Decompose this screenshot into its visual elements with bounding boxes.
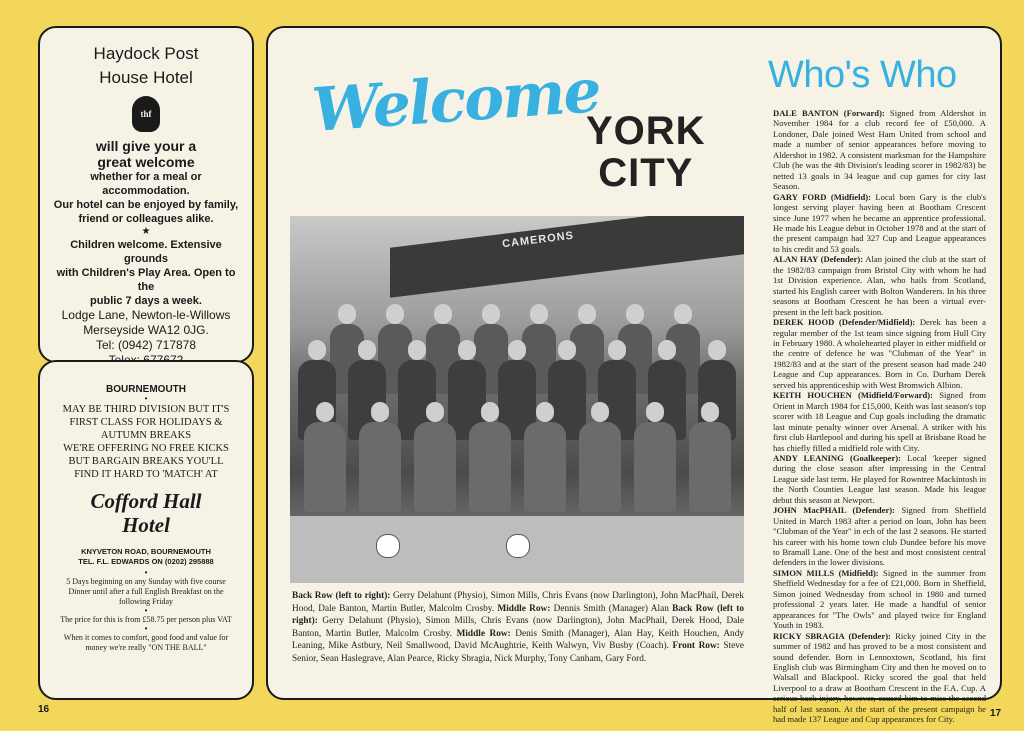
hotel-name-line1: Cofford Hall	[90, 489, 202, 513]
player-head	[308, 340, 326, 360]
caption-front-label: Front Row:	[668, 641, 720, 652]
haydock-children-line: Children welcome. Extensive grounds	[70, 239, 222, 265]
price-line: The price for this is from £58.75 per person plus VAT	[60, 615, 232, 624]
bournemouth-title: BOURNEMOUTH	[106, 384, 186, 395]
player-head	[508, 340, 526, 360]
profile-name: DALE BANTON (Forward):	[773, 108, 885, 118]
caption-back-text: Gerry Delahunt (Physio), Simon Mills, Chris Evans (now Darlington), John MacPhail, Derek Hood, Dale Banton, Martin Butler, Malcolm Crosby.	[292, 616, 744, 639]
bournemouth-phone: TEL. F.L. EDWARDS ON (0202) 295888	[78, 557, 214, 566]
profile-name: ALAN HAY (Defender):	[773, 254, 864, 265]
stand-sign: CAMERONS	[501, 229, 575, 251]
player-head	[708, 340, 726, 360]
club-name	[586, 110, 706, 194]
bullet-icon: •	[144, 394, 148, 403]
whos-who-list	[773, 108, 986, 725]
player-head	[408, 340, 426, 360]
profile-text: Alan joined the club at the start of the 1982/83 campaign from Bristol City with whom he had 1st Division experience. Alan, who hails from Scotland, started his English career with Bolton Wanderers. In his three seasons at Bootham Crescent he has been a virtual ever-present in the left back position.	[773, 254, 986, 317]
player-head	[316, 402, 334, 422]
caption-middle-text: Denis Smith (Manager), Alan Hay, Keith Houchen, Andy Leaning, Mike Astbury, Neil Smallwood, David McAughtrie, Keith Walwyn, Viv Busby (Coach).	[292, 628, 744, 652]
player-head	[646, 402, 664, 422]
player-profile	[773, 568, 986, 631]
offer-line: 5 Days beginning on any Sunday with five course	[66, 577, 226, 586]
profile-text: Signed from Sheffield United in March 1983 after a period on loan, John has been "Clubman of the Year" in ech of the last 2 seasons. He started his career with his home town club Dundee before his move to Bramall Lane. One of the best and most consistent central defenders in the lower divisions.	[773, 505, 986, 568]
profile-text: Local born Gary is the club's longest serving player having been at Bootham Crescent since June 1977 when he became an apprentice professional. He made his League debut in October 1978 and at the start of the present campaign had 327 Cup and League appearances to his credit and 53 goals.	[773, 191, 987, 254]
player-profile	[773, 631, 986, 725]
player-profile	[773, 192, 986, 255]
player-head	[591, 402, 609, 422]
player-head	[386, 304, 404, 324]
player-profile	[773, 390, 986, 453]
haydock-title-line2: House Hotel	[99, 68, 193, 87]
photo-caption	[292, 590, 744, 666]
haydock-title-line1: Haydock Post	[93, 44, 199, 63]
profile-text: Signed from Aldershot in November 1984 for a club record fee of £50,000. A Londoner, Dale joined West Ham United from school and made a number of senior appearances before moving to Aldershot in 1982. A consistent marksman for the Hampshire Club (he was the 4th Division's leading scorer in 1982/83) he netted 13 goals in 34 league and cup games for city last Season.	[773, 108, 986, 192]
haydock-address-line: Merseyside WA12 0JG.	[83, 323, 209, 337]
team-photo	[290, 216, 744, 583]
profile-name: GARY FORD (Midfield):	[773, 191, 871, 202]
haydock-address-line: Lodge Lane, Newton-le-Willows	[61, 308, 231, 322]
haydock-body-line: whether for a meal or accommodation.	[90, 171, 202, 197]
bullet-icon: •	[144, 568, 148, 577]
player-head	[338, 304, 356, 324]
stand-roof	[390, 216, 744, 298]
player-profile	[773, 108, 986, 192]
bournemouth-body-line: FIND IT HARD TO 'MATCH' AT	[74, 469, 218, 480]
player-head	[371, 402, 389, 422]
haydock-hotel-ad	[38, 26, 254, 363]
football-icon	[376, 534, 400, 558]
offer-line: Dinner until after a full English Breakfast on the	[68, 587, 224, 596]
bournemouth-body-line: AUTUMN BREAKS	[100, 430, 192, 441]
caption-back-label: Back Row (left to right):	[292, 591, 391, 601]
profile-text: Signed from Orient in March 1984 for £15,000, Keith was last season's top scorer with 18 League and Cup goals including the dramatic last minute penalty winner over Arsenal. A striker with his first club Hartlepool and during his spell at Brisbane Road he has chiefly filled a midfield role with City.	[773, 390, 987, 453]
comfort-line: money we're really "ON THE BALL"	[85, 643, 207, 652]
player-head	[434, 304, 452, 324]
player-head	[536, 402, 554, 422]
bournemouth-body-line: WE'RE OFFERING NO FREE KICKS	[63, 443, 229, 454]
bournemouth-body-line: FIRST CLASS FOR HOLIDAYS &	[69, 417, 223, 428]
bournemouth-body-line: MAY BE THIRD DIVISION BUT IT'S	[62, 404, 230, 415]
hotel-name-line2: Hotel	[122, 513, 170, 537]
player-profile	[773, 254, 986, 317]
player-figure	[359, 422, 401, 512]
profile-name: ANDY LEANING (Goalkeeper):	[773, 452, 902, 463]
player-profile	[773, 317, 986, 390]
player-head	[608, 340, 626, 360]
haydock-headline-line1: will give your a	[95, 138, 197, 154]
bullet-icon: •	[144, 606, 148, 615]
player-head	[426, 402, 444, 422]
offer-line: following Friday	[119, 597, 173, 606]
club-name-line2: CITY	[598, 151, 694, 195]
player-figure	[634, 422, 676, 512]
player-head	[558, 340, 576, 360]
player-figure	[689, 422, 731, 512]
haydock-headline-line2: great welcome	[97, 154, 195, 170]
club-name-line1: YORK	[586, 109, 706, 153]
football-icon	[506, 534, 530, 558]
haydock-children-line: public 7 days a week.	[90, 295, 202, 307]
player-head	[481, 402, 499, 422]
player-profile	[773, 453, 986, 505]
player-head	[482, 304, 500, 324]
haydock-phone: Tel: (0942) 717878	[95, 338, 197, 352]
caption-back-label: Back Row (left to right):	[292, 603, 745, 627]
profile-text: Local 'keeper signed during the close season after impressing in the Central League side last term. He played for Rowntree Mackintosh in the North Counties League last season. Made his league debut this season at Newport.	[773, 452, 986, 505]
profile-name: JOHN MacPHAIL (Defender):	[773, 505, 896, 516]
caption-middle-text: Dennis Smith (Manager) Alan	[550, 603, 669, 614]
thf-logo-icon: thf	[132, 96, 160, 132]
star-icon: ★	[141, 226, 151, 237]
caption-back-text: Gerry Delahunt (Physio), Simon Mills, Chris Evans (now Darlington), John MacPhail, Derek Hood, Dale Banton, Martin Butler, Malcolm Crosby.	[292, 591, 745, 614]
profile-name: DEREK HOOD (Defender/Midfield):	[773, 317, 916, 328]
player-head	[458, 340, 476, 360]
player-head	[530, 304, 548, 324]
profile-text: Derek has been a regular member of the 1st team since signing from Hull City in February 1980. A wholehearted player in either midfield or the centre of defence he was "Clubman of the Year" in 1982/83 and at the start of the present season had made 240 League and Cup appearances. Born in Co. Durham Derek served his apprenticeship with West Bromwich Albion.	[773, 317, 986, 390]
haydock-body-line: Our hotel can be enjoyed by family,	[53, 199, 239, 211]
bournemouth-hotel-ad	[38, 360, 254, 700]
player-head	[626, 304, 644, 324]
page-number-right: 17	[990, 708, 1002, 719]
profile-name: KEITH HOUCHEN (Midfield/Forward):	[773, 390, 933, 401]
whos-who-title: Who's Who	[768, 54, 957, 96]
haydock-body-line: friend or colleagues alike.	[78, 213, 214, 225]
player-head	[701, 402, 719, 422]
bullet-icon: •	[144, 624, 148, 633]
player-figure	[524, 422, 566, 512]
profile-text: Signed in the summer from Sheffield Wednesday for a fee of £21,000. Born in Sheffield, Simon joined Wednesday from school in 1980 and turned professional 2 years later. He made a handful of senior appearances for "The Owls" and played twice for England Youth in 1983.	[773, 567, 986, 631]
caption-middle-label: Middle Row:	[452, 628, 511, 639]
player-head	[358, 340, 376, 360]
page-number-left: 16	[38, 704, 50, 715]
bournemouth-address: KNYVETON ROAD, BOURNEMOUTH	[81, 547, 211, 556]
welcome-heading: Welcome	[309, 56, 602, 146]
profile-name: RICKY SBRAGIA (Defender):	[773, 630, 891, 641]
player-head	[578, 304, 596, 324]
player-profile	[773, 505, 986, 568]
profile-name: SIMON MILLS (Midfield):	[773, 567, 879, 578]
comfort-line: When it comes to comfort, good food and value for	[63, 633, 229, 642]
player-figure	[304, 422, 346, 512]
player-head	[674, 304, 692, 324]
caption-middle-label: Middle Row:	[494, 603, 551, 614]
player-figure	[414, 422, 456, 512]
player-head	[658, 340, 676, 360]
bournemouth-body-line: BUT BARGAIN BREAKS YOU'LL	[68, 456, 224, 467]
player-figure	[469, 422, 511, 512]
profile-text: Ricky joined City in the summer of 1982 and has proved to be a most consistent and sound defender. Born in Lennoxtown, Scotland, his first English club was Birmingham City and then he moved on to Walsall and Blackpool. Ricky scored the goal that held Liverpool to a draw at Bootham Crescent in the F.A. Cup. A serious back injury, however, caused him to miss the second half of last season. At the start of the present campaign he had made 137 League and Cup appearances for City.	[773, 630, 986, 725]
caption-front-text: Steve Senior, Sean Haslegrave, Alan Pearce, Ricky Sbragia, Nick Murphy, Tony Canham, Gary Ford.	[292, 641, 745, 664]
haydock-children-line: with Children's Play Area. Open to the	[56, 267, 236, 293]
player-figure	[579, 422, 621, 512]
